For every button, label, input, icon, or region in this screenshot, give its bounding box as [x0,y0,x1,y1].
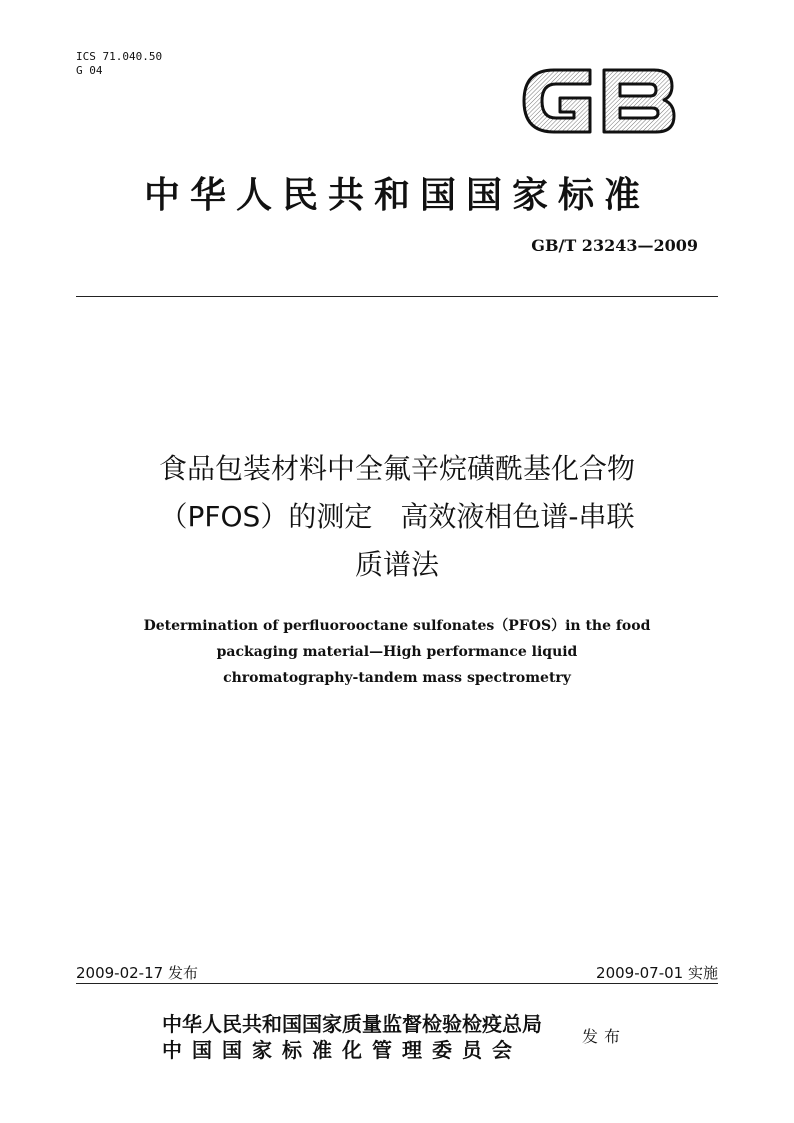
logo-text: GB [518,142,520,143]
english-title-line-1: Determination of perfluorooctane sulfonates（PFOS）in the food [143,618,651,634]
english-title [60,613,734,691]
header-divider [76,296,718,297]
footer-divider [76,983,718,984]
category-code: G 04 [76,64,103,77]
publish-label: 发布 [582,1027,627,1046]
issuing-authorities [162,1011,542,1063]
issue-date: 2009-02-17 发布 [76,964,198,982]
effective-date: 2009-07-01 实施 [596,964,718,982]
english-title-line-3: chromatography-tandem mass spectrometry [223,670,571,686]
chinese-title-line-2: （PFOS）的测定 高效液相色谱-串联 [159,500,635,533]
classification-codes [76,50,162,78]
issuer-aqsiq: 中华人民共和国国家质量监督检验检疫总局 [162,1012,542,1036]
gb-logo [514,56,684,146]
ics-code: ICS 71.040.50 [76,50,163,63]
chinese-title-line-1: 食品包装材料中全氟辛烷磺酰基化合物 [158,452,635,485]
issuer-sac: 中国国家标准化管理委员会 [162,1038,522,1062]
english-title-line-2: packaging material—High performance liquid [216,644,578,660]
chinese-title [60,445,734,589]
standard-number: GB/T 23243—2009 [531,236,698,255]
chinese-title-line-3: 质谱法 [354,548,439,581]
national-standard-title: 中华人民共和国国家标准 [143,174,650,216]
